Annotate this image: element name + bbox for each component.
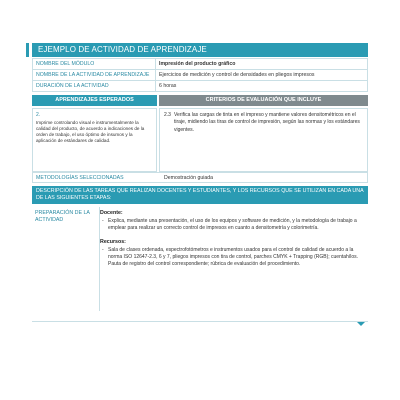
criteria-text: Verifica las cargas de tinta en el impreso y mantiene valores densitométricos en el tiraje, midiendo las tiras de control de impresión, según las normas y los estándares vigentes. — [174, 112, 360, 133]
preparation-label: PREPARACIÓN DE LA ACTIVIDAD — [35, 210, 90, 224]
recursos-heading: Recursos: — [100, 239, 126, 246]
list-item — [100, 247, 368, 269]
activity-name-label: NOMBRE DE LA ACTIVIDAD DE APRENDIZAJE — [33, 70, 156, 81]
learning-number: 2. — [36, 112, 41, 118]
learning-outcome-cell — [32, 108, 157, 172]
bottom-divider — [32, 321, 368, 322]
docente-heading: Docente: — [100, 210, 123, 216]
bullet-mark: - — [102, 246, 104, 253]
table-row — [33, 70, 368, 81]
description-bar: DESCRIPCIÓN DE LAS TAREAS QUE REALIZAN DOCENTES Y ESTUDIANTES, Y LOS RECURSOS QUE SE UTILIZAN EN CADA UNA DE LAS SIGUIENTES ETAPAS: — [32, 186, 368, 204]
recursos-text: Sala de clases ordenada, espectrofotómetros e instrumentos usados para el control de calidad de acuerdo a la norma ISO 12647-2.3, 6 y 7, pliegos impresos con tira de control, parches CMYK + Trapping (RGB); cuentahílos. Pauta de registro del control correspondiente; rúbrica de evaluación del procedimiento. — [108, 246, 358, 268]
preparation-content — [100, 210, 368, 269]
learning-text: Imprime controlando visual e instrumentalmente la calidad del producto, de acuerdo a indicaciones de la orden de trabajo, el uso óptimo de insumos y la aplicación de estándares de calidad. — [36, 119, 145, 144]
document-title-bar — [32, 43, 368, 57]
triangle-down-icon — [357, 322, 365, 326]
methodology-row — [32, 172, 368, 183]
module-info-table — [32, 58, 368, 92]
document-title: EJEMPLO DE ACTIVIDAD DE APRENDIZAJE — [38, 45, 207, 54]
list-item — [100, 218, 368, 233]
table-row — [33, 59, 368, 70]
title-accent-mark — [26, 43, 29, 57]
activity-name-value: Ejercicios de medición y control de densidades en pliegos impresos — [156, 70, 368, 81]
learning-header: APRENDIZAJES ESPERADOS — [32, 95, 157, 106]
duration-label: DURACIÓN DE LA ACTIVIDAD — [33, 81, 156, 92]
duration-value: 6 horas — [156, 81, 368, 92]
criteria-cell — [159, 108, 368, 172]
methodology-label: METODOLOGÍAS SELECCIONADAS — [36, 175, 124, 181]
bullet-mark: - — [102, 217, 104, 224]
criteria-header: CRITERIOS DE EVALUACIÓN QUE INCLUYE — [159, 95, 368, 106]
methodology-value: Demostración guiada — [164, 175, 214, 181]
module-name-value: Impresión del producto gráfico — [156, 59, 368, 70]
module-name-label: NOMBRE DEL MÓDULO — [33, 59, 156, 70]
table-row — [33, 81, 368, 92]
criteria-number: 2.3 — [164, 112, 171, 118]
docente-text: Explica, mediante una presentación, el uso de los equipos y software de medición, y la metodología de trabajo a emplear para realizar un correcto control de impresos en cuanto a densitometría y colorimetría. — [108, 217, 357, 231]
